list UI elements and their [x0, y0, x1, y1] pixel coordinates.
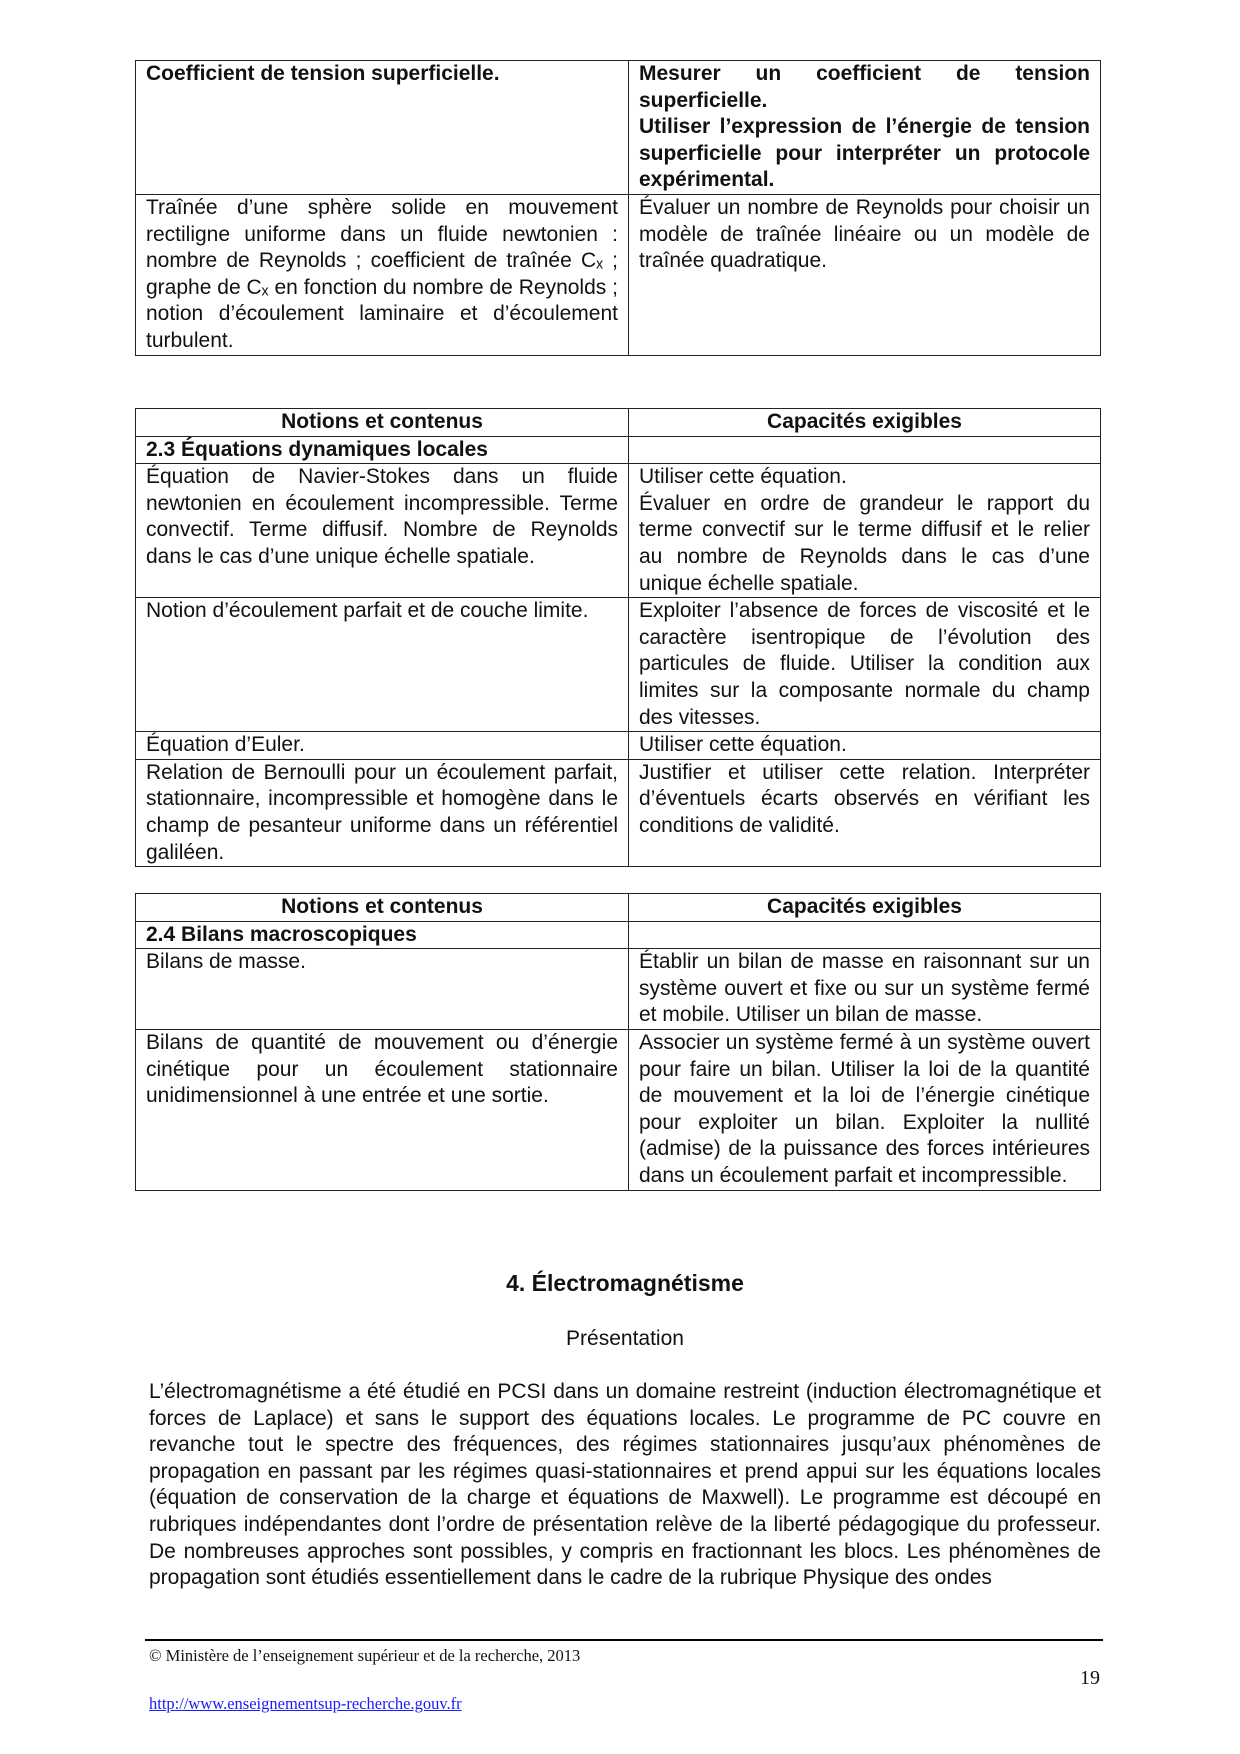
- copyright: © Ministère de l’enseignement supérieur et de la recherche, 2013: [149, 1646, 581, 1665]
- notion-cell: Relation de Bernoulli pour un écoulement parfait, stationnaire, incompressible et homogène dans le champ de pesanteur uniforme dans un référentiel galiléen.: [136, 759, 629, 866]
- capacity-cell: Utiliser cette équation.: [629, 732, 1101, 760]
- table-row: [136, 61, 1101, 195]
- footer-divider: [145, 1639, 1103, 1641]
- notion-cell: Notion d’écoulement parfait et de couche limite.: [136, 598, 629, 732]
- website-link[interactable]: http://www.enseignementsup-recherche.gouv.fr: [149, 1694, 462, 1713]
- table-row: [136, 464, 1101, 598]
- table-row: [136, 949, 1101, 1030]
- section-heading: 2.3 Équations dynamiques locales: [136, 436, 629, 464]
- subtitle: Présentation: [566, 1327, 684, 1350]
- page-number: 19: [1080, 1667, 1100, 1689]
- table-header-row: [136, 894, 1101, 922]
- capacity-cell: Utiliser cette équation. Évaluer en ordre de grandeur le rapport du terme convectif sur le terme diffusif et le relier au nombre de Reynolds dans le cas d’une unique échelle spatiale.: [629, 464, 1101, 598]
- capacity-cell: Justifier et utiliser cette relation. Interpréter d’éventuels écarts observés en vérifiant les conditions de validité.: [629, 759, 1101, 866]
- section-heading: 2.4 Bilans macroscopiques: [136, 921, 629, 949]
- section-row: [136, 436, 1101, 464]
- column-header: Capacités exigibles: [629, 409, 1101, 437]
- column-header: Capacités exigibles: [629, 894, 1101, 922]
- section-title: 4. Électromagnétisme: [506, 1270, 744, 1296]
- body-paragraph: L’électromagnétisme a été étudié en PCSI dans un domaine restreint (induction électromagnétique et forces de Laplace) et sans le support des équations locales. Le programme de PC couvre en revanche tout le spectre des fréquences, des régimes stationnaires jusqu’aux phénomènes de propagation en passant par les régimes quasi-stationnaires et prend appui sur les équations locales (équation de conservation de la charge et équations de Maxwell). Le programme est découpé en rubriques indépendantes dont l’ordre de présentation relève de la liberté pédagogique du professeur. De nombreuses approches sont possibles, y compris en fractionnant les blocs. Les phénomènes de propagation sont étudiés essentiellement dans le cadre de la rubrique Physique des ondes: [149, 1380, 1101, 1590]
- column-header: Notions et contenus: [136, 409, 629, 437]
- column-header: Notions et contenus: [136, 894, 629, 922]
- notion-cell: Équation d’Euler.: [136, 732, 629, 760]
- table-header-row: [136, 409, 1101, 437]
- table-row: [136, 194, 1101, 355]
- capacity-cell: Exploiter l’absence de forces de viscosité et le caractère isentropique de l’évolution des particules de fluide. Utiliser la condition aux limites sur la composante normale du champ des vitesses.: [629, 598, 1101, 732]
- notion-cell: Équation de Navier-Stokes dans un fluide newtonien en écoulement incompressible. Terme convectif. Terme diffusif. Nombre de Reynolds dans le cas d’une unique échelle spatiale.: [136, 464, 629, 598]
- table-tension-trainee: [135, 60, 1101, 356]
- capacity-cell: Mesurer un coefficient de tension superficielle. Utiliser l’expression de l’énergie de tension superficielle pour interpréter un protocole expérimental.: [629, 61, 1101, 195]
- notion-cell: Bilans de quantité de mouvement ou d’énergie cinétique pour un écoulement stationnaire unidimensionnel à une entrée et une sortie.: [136, 1029, 629, 1190]
- table-row: [136, 598, 1101, 732]
- table-row: [136, 732, 1101, 760]
- notion-cell: Bilans de masse.: [136, 949, 629, 1030]
- table-equations-dynamiques: [135, 408, 1101, 867]
- section-row: [136, 921, 1101, 949]
- notion-cell: Traînée d’une sphère solide en mouvement rectiligne uniforme dans un fluide newtonien : nombre de Reynolds ; coefficient de traînée Cₓ ; graphe de Cₓ en fonction du nombre de Reynolds ; notion d’écoulement laminaire et d’écoulement turbulent.: [136, 194, 629, 355]
- capacity-cell: Évaluer un nombre de Reynolds pour choisir un modèle de traînée linéaire ou un modèle de traînée quadratique.: [629, 194, 1101, 355]
- table-bilans-macroscopiques: [135, 893, 1101, 1191]
- capacity-cell: Associer un système fermé à un système ouvert pour faire un bilan. Utiliser la loi de la quantité de mouvement et la loi de l’énergie cinétique pour exploiter un bilan. Exploiter la nullité (admise) de la puissance des forces intérieures dans un écoulement parfait et incompressible.: [629, 1029, 1101, 1190]
- capacity-cell: Établir un bilan de masse en raisonnant sur un système ouvert et fixe ou sur un système fermé et mobile. Utiliser un bilan de masse.: [629, 949, 1101, 1030]
- table-row: [136, 759, 1101, 866]
- table-row: [136, 1029, 1101, 1190]
- notion-cell: Coefficient de tension superficielle.: [136, 61, 629, 195]
